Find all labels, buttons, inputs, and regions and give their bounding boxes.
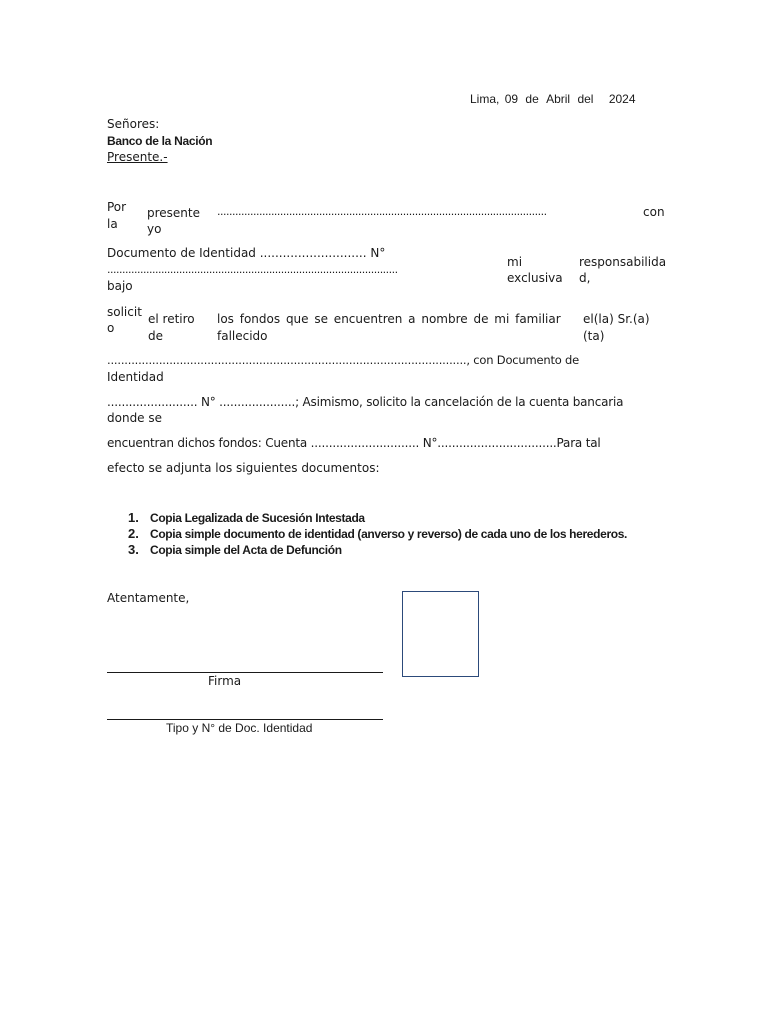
body-solicit: solicit — [107, 305, 142, 319]
date-del: del — [577, 92, 594, 106]
body-el-retiro: el retiro — [148, 312, 195, 326]
list-item-number: 2. — [128, 526, 139, 541]
body-donde-se: donde se — [107, 411, 163, 425]
body-o: o — [107, 321, 115, 335]
firma-label: Firma — [208, 674, 242, 688]
body-d: d, — [579, 271, 591, 285]
photo-box — [402, 591, 479, 677]
list-item-text: Copia Legalizada de Sucesión Intestada — [150, 511, 365, 525]
body-ta: (ta) — [583, 329, 605, 343]
date-day: 09 — [504, 92, 519, 106]
date-place: Lima, — [470, 92, 500, 106]
date-year: 2024 — [608, 92, 636, 106]
body-la: la — [107, 217, 118, 231]
body-row4: ........................................................................................................, con Documento de — [107, 353, 580, 367]
body-con: con — [643, 205, 665, 219]
list-item — [128, 510, 365, 526]
list-item-text: Copia simple documento de identidad (anverso y reverso) de cada uno de los herederos. — [150, 527, 628, 541]
list-item — [128, 542, 342, 558]
body-doc-dots: ................................................................................................. — [107, 263, 398, 276]
body-los-fondos: los fondos que se encuentren a nombre de mi familiar — [217, 312, 561, 326]
body-row6: encuentran dichos fondos: Cuenta .............................. N°.................................Para tal — [107, 436, 601, 450]
body-documento: Documento de Identidad ............................ N° — [107, 246, 386, 260]
body-exclusiva: exclusiva — [507, 271, 563, 285]
date-line — [470, 91, 636, 107]
body-sr: el(la) Sr.(a) — [583, 312, 650, 326]
list-item-number: 3. — [128, 542, 139, 557]
body-fallecido: fallecido — [217, 329, 268, 343]
body-responsabilida: responsabilida — [579, 255, 667, 269]
body-mi: mi — [507, 255, 523, 269]
tipo-doc-label: Tipo y N° de Doc. Identidad — [166, 721, 313, 735]
list-item-text: Copia simple del Acta de Defunción — [150, 543, 342, 557]
body-bajo: bajo — [107, 279, 133, 293]
list-item — [128, 526, 627, 542]
list-item-number: 1. — [128, 510, 139, 525]
salutation: Señores: — [107, 117, 160, 131]
date-month: Abril — [546, 92, 571, 106]
body-presente: presente — [147, 206, 200, 220]
signature-line — [107, 672, 383, 673]
body-name-dots: .............................................................................................................. — [217, 205, 547, 218]
body-de: de — [148, 329, 163, 343]
body-row7: efecto se adjunta los siguientes documentos: — [107, 461, 380, 475]
body-identidad: Identidad — [107, 370, 164, 384]
body-row5: ......................... N° .....................; Asimismo, solicito la cancelación de la cuenta bancaria — [107, 395, 624, 409]
bank-name: Banco de la Nación — [107, 134, 213, 148]
presente-line: Presente.- — [107, 150, 168, 164]
body-yo: yo — [147, 222, 162, 236]
body-por: Por — [107, 200, 127, 214]
atentamente: Atentamente, — [107, 591, 190, 605]
date-de: de — [525, 92, 539, 106]
